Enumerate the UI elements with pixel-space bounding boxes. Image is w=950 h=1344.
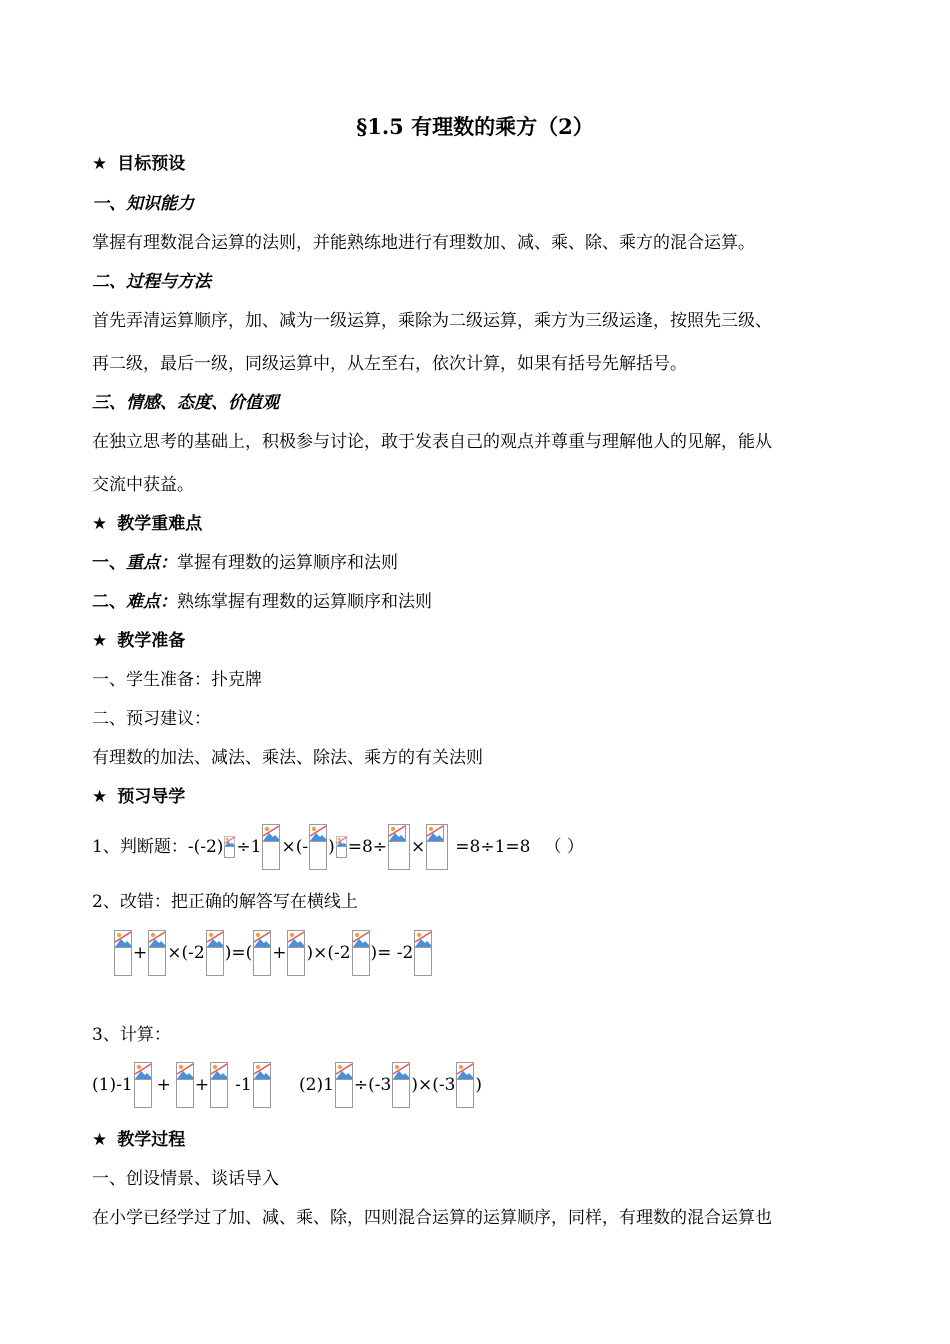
section-preview-heading: ★ 预习导学 [92,787,186,807]
prep-student: 一、学生准备：扑克牌 [92,670,262,690]
teaching-text: 在小学已经学过了加、减、乘、除，四则混合运算的运算顺序，同样，有理数的混合运算也 [92,1208,772,1228]
formula-image-icon [262,824,280,870]
formula-image-icon [134,1062,152,1108]
page-title: §1.5 有理数的乘方（2） [356,114,594,139]
question-3-part-2: (2)1 ÷(-3 )×(-3 ) [299,1062,482,1108]
section-teaching-heading: ★ 教学过程 [92,1130,186,1150]
formula-image-icon [352,930,370,976]
formula-image-icon [253,1062,271,1108]
process-text-1: 首先弄清运算顺序，加、减为一级运算，乘除为二级运算，乘方为三级运逢，按照先三级、 [92,311,772,331]
formula-image-icon [392,1062,410,1108]
formula-image-icon [148,930,166,976]
star-icon: ★ [92,1130,108,1150]
formula-image-icon [253,930,271,976]
values-text-1: 在独立思考的基础上，积极参与讨论，敢于发表自己的观点并尊重与理解他人的见解，能从 [92,432,772,452]
question-2-label: 2、改错：把正确的解答写在横线上 [92,892,358,912]
formula-image-icon [206,930,224,976]
knowledge-heading: 一、知识能力 [92,194,194,214]
formula-image-icon [114,930,132,976]
formula-image-icon [287,930,305,976]
star-icon: ★ [92,631,108,651]
star-icon: ★ [92,787,108,807]
section-keypoints-heading: ★ 教学重难点 [92,514,203,534]
section-prep-heading: ★ 教学准备 [92,631,186,651]
formula-image-icon [426,824,448,870]
prep-advice: 二、预习建议： [92,709,211,729]
formula-image-icon [176,1062,194,1108]
formula-image-icon [335,1062,353,1108]
values-text-2: 交流中获益。 [92,475,194,495]
section-goals-heading: ★ 目标预设 [92,154,186,174]
difficult-point-line: 二、难点：熟练掌握有理数的运算顺序和法则 [92,592,432,612]
question-3-label: 3、计算： [92,1025,171,1045]
prep-advice-text: 有理数的加法、减法、乘法、除法、乘方的有关法则 [92,748,483,768]
key-point-line: 一、重点：掌握有理数的运算顺序和法则 [92,553,398,573]
star-icon: ★ [92,154,108,174]
formula-image-icon [210,1062,228,1108]
formula-image-icon [309,824,327,870]
formula-image-icon [388,824,410,870]
formula-image-icon [224,836,235,858]
process-heading: 二、过程与方法 [92,272,211,292]
teaching-step-1: 一、创设情景、谈话导入 [92,1169,279,1189]
question-1: 1、判断题：-(-2) ÷1 ×(- ) =8÷ × =8÷1=8 （ ） [92,824,584,870]
knowledge-text: 掌握有理数混合运算的法则，并能熟练地进行有理数加、减、乘、除、乘方的混合运算。 [92,233,755,253]
question-2-formula: + ×(-2 )=( + )×(-2 )= -2 [113,930,433,976]
star-icon: ★ [92,514,108,534]
formula-image-icon [414,930,432,976]
formula-image-icon [336,836,347,858]
formula-image-icon [456,1062,474,1108]
question-3-part-1: (1)-1 + + -1 [92,1062,272,1108]
values-heading: 三、情感、态度、价值观 [92,393,279,413]
process-text-2: 再二级，最后一级，同级运算中，从左至右，依次计算，如果有括号先解括号。 [92,354,687,374]
